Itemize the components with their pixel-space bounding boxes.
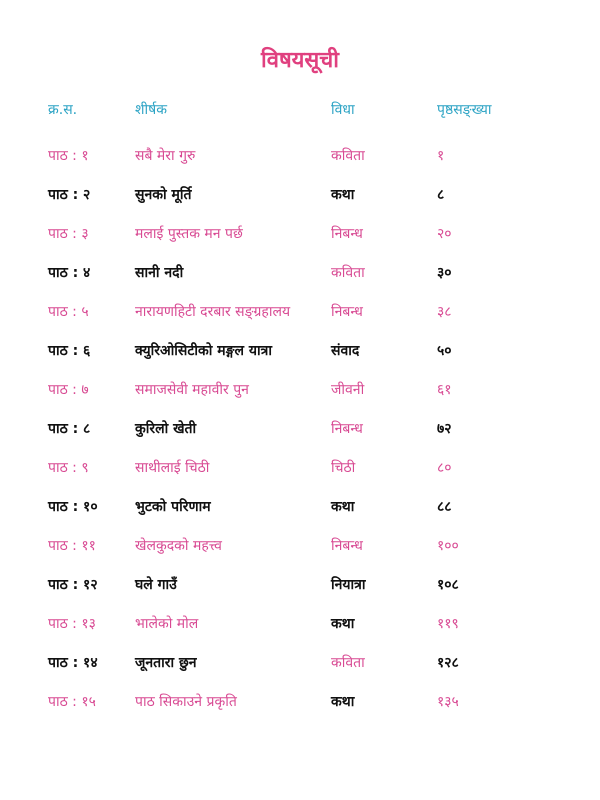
lesson-genre: निबन्ध: [331, 538, 363, 554]
lesson-page: ६१: [437, 382, 452, 398]
lesson-genre: कविता: [331, 148, 365, 164]
lesson-page: ८०: [437, 460, 452, 476]
lesson-genre: निबन्ध: [331, 226, 363, 242]
lesson-page: ३८: [437, 304, 452, 320]
table-row: [0, 536, 600, 558]
lesson-number: पाठ : १४: [48, 655, 98, 671]
lesson-title: भालेको मोल: [135, 616, 199, 632]
table-row: [0, 419, 600, 441]
lesson-title: मलाई पुस्तक मन पर्छ: [135, 226, 243, 242]
header-serial: क्र.स.: [48, 102, 78, 118]
lesson-title: पाठ सिकाउने प्रकृति: [135, 694, 237, 710]
table-row: [0, 380, 600, 402]
table-row: [0, 341, 600, 363]
table-row: [0, 302, 600, 324]
lesson-number: पाठ : १२: [48, 577, 98, 593]
lesson-number: पाठ : ४: [48, 265, 91, 281]
lesson-number: पाठ : ६: [48, 343, 91, 359]
table-row: [0, 146, 600, 168]
table-row: [0, 653, 600, 675]
header-genre: विधा: [331, 102, 355, 118]
lesson-genre: निबन्ध: [331, 304, 363, 320]
lesson-number: पाठ : ७: [48, 382, 89, 398]
lesson-page: १०८: [437, 577, 459, 593]
lesson-genre: संवाद: [331, 343, 360, 359]
lesson-title: क्युरिओसिटीको मङ्गल यात्रा: [135, 343, 273, 359]
lesson-number: पाठ : ९: [48, 460, 89, 476]
lesson-title: साथीलाई चिठी: [135, 460, 210, 476]
table-row: [0, 224, 600, 246]
lesson-page: ७२: [437, 421, 452, 437]
lesson-genre: कविता: [331, 265, 365, 281]
lesson-genre: कथा: [331, 616, 355, 632]
lesson-number: पाठ : १०: [48, 499, 98, 515]
lesson-genre: चिठी: [331, 460, 356, 476]
lesson-genre: कथा: [331, 187, 355, 203]
header-heading: शीर्षक: [135, 102, 167, 118]
table-row: [0, 692, 600, 714]
table-row: [0, 185, 600, 207]
lesson-title: सबै मेरा गुरु: [135, 148, 196, 164]
lesson-title: सानी नदी: [135, 265, 184, 281]
table-row: [0, 614, 600, 636]
lesson-title: घले गाउँ: [135, 577, 177, 593]
page-title: विषयसूची: [261, 48, 339, 73]
lesson-genre: जीवनी: [331, 382, 365, 398]
lesson-title: कुरिलो खेती: [135, 421, 197, 437]
lesson-genre: नियात्रा: [331, 577, 366, 593]
lesson-number: पाठ : १५: [48, 694, 96, 710]
table-header: [0, 100, 600, 122]
lesson-number: पाठ : ५: [48, 304, 89, 320]
lesson-page: ८८: [437, 499, 452, 515]
table-row: [0, 575, 600, 597]
lesson-number: पाठ : १: [48, 148, 89, 164]
lesson-page: ११९: [437, 616, 459, 632]
lesson-genre: कविता: [331, 655, 365, 671]
lesson-page: १: [437, 148, 445, 164]
lesson-genre: कथा: [331, 499, 355, 515]
lesson-number: पाठ : ११: [48, 538, 96, 554]
lesson-page: ३०: [437, 265, 452, 281]
lesson-page: १३५: [437, 694, 459, 710]
lesson-number: पाठ : १३: [48, 616, 96, 632]
lesson-page: १००: [437, 538, 459, 554]
lesson-title: भुटको परिणाम: [135, 499, 211, 515]
table-row: [0, 458, 600, 480]
lesson-number: पाठ : ३: [48, 226, 89, 242]
lesson-page: ५०: [437, 343, 452, 359]
table-row: [0, 497, 600, 519]
lesson-title: खेलकुदको महत्त्व: [135, 538, 222, 554]
table-row: [0, 263, 600, 285]
header-pages: पृष्ठसङ्ख्या: [437, 102, 492, 118]
lesson-title: सुनको मूर्ति: [135, 187, 192, 203]
lesson-number: पाठ : ८: [48, 421, 91, 437]
lesson-genre: निबन्ध: [331, 421, 363, 437]
lesson-title: नारायणहिटी दरबार सङ्ग्रहालय: [135, 304, 291, 320]
lesson-genre: कथा: [331, 694, 355, 710]
lesson-number: पाठ : २: [48, 187, 91, 203]
lesson-page: ८: [437, 187, 445, 203]
lesson-page: २०: [437, 226, 452, 242]
lesson-title: जूनतारा छुन: [135, 655, 197, 671]
lesson-page: १२८: [437, 655, 459, 671]
lesson-title: समाजसेवी महावीर पुन: [135, 382, 249, 398]
